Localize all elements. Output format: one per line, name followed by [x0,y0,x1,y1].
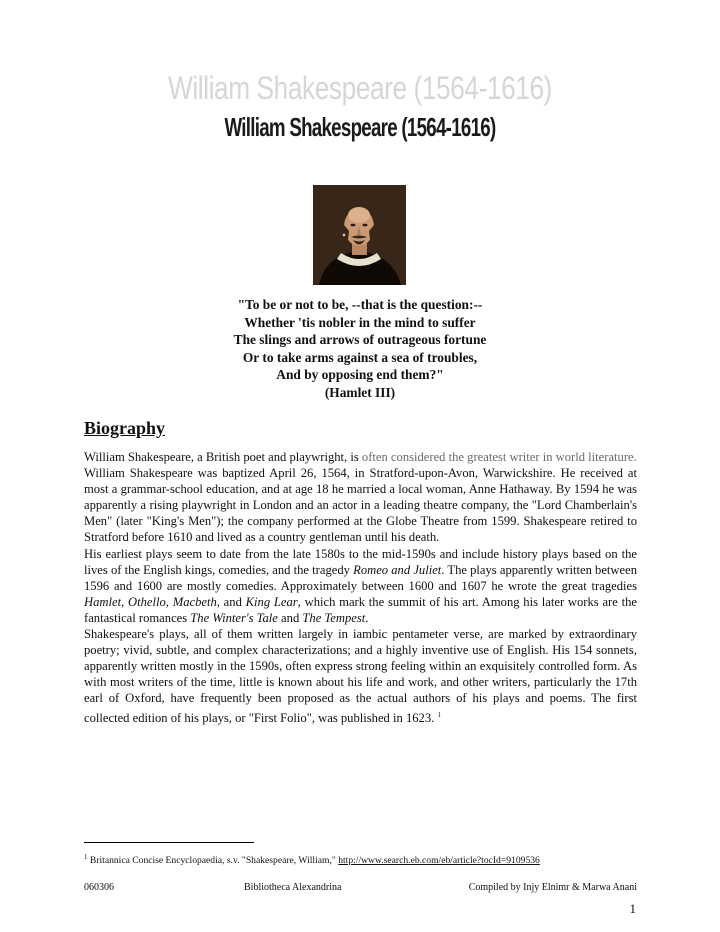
portrait-image [313,185,406,285]
footnote-link[interactable]: http://www.search.eb.com/eb/article?tocId=9109536 [338,855,540,867]
quote-line: Or to take arms against a sea of troubles, [242,349,478,365]
quote-line: And by opposing end them?" [276,367,444,382]
play-title: Othello [128,594,166,609]
quote-line: "To be or not to be, --that is the question:-- [237,297,483,312]
paragraph-text: His earliest plays seem to date from the late 1580s to the mid-1590s and include history plays based on the lives of the English kings, comedies, and the tragedy [84,546,637,577]
footer-institution: Bibliotheca Alexandrina [244,882,342,893]
play-title: Hamlet [84,594,122,609]
paragraph: William Shakespeare was baptized April 26, 1564, in Stratford-upon-Avon, Warwickshire. He received at most a grammar-school education, and at age 18 he married a local woman, Anne Hathaway. By 1594 he was apparently a rising playwright in London and an actor in a leading theatre company, the "Lord Chamberlain's Men" (later "King's Men"); the company performed at the Globe Theatre from 1599. Shakespeare retired to Stratford before 1610 and lived as a country gentleman until his death. [84,466,637,545]
play-title: The Winter's Tale [190,610,278,625]
section-heading: Biography [84,418,166,438]
paragraph-text: and [277,610,303,625]
footnote-divider [84,842,254,843]
paragraph-text: , [165,594,173,609]
footnote-reference[interactable]: 1 [437,710,441,719]
paragraph-text: . The plays apparently written between 1596 and 1600 are mostly comedies. Approximately between 1600 and 1607 he wrote the great tragedies [84,562,637,593]
quote-line: The slings and arrows of outrageous fortune [233,332,487,347]
page-number: 1 [629,901,636,916]
paragraph-text: , which mark the summit of his art. Among his later works are the fantastical romances [84,594,637,625]
footer-date: 060306 [84,882,114,893]
paragraph [84,546,637,626]
biography-text [84,449,637,726]
paragraph-text: . [365,610,369,625]
highlighted-text: often considered the greatest writer in world literature. [361,450,637,464]
paragraph [84,449,637,465]
footnote [84,853,684,866]
title-shadow: William Shakespeare (1564-1616) [167,70,552,106]
paragraph-text: Shakespeare's plays, all of them written largely in iambic pentameter verse, are marked by extraordinary poetry; vivid, subtle, and complex characterizations; and a highly inventive use of English. His 154 sonnets, apparently written mostly in the 1590s, often express strong feeling within an exquisitely controlled form. As with most writers of the time, little is known about his life and work, and other writers, particularly the 17th earl of Oxford, have frequently been proposed as the actual authors of his plays and poems. The first collected edition of his plays, or "First Folio", was published in 1623. [84,627,637,725]
play-title: King Lear [245,594,298,609]
paragraph-text: , and [216,594,246,609]
quote-block [0,296,720,401]
footnote-text: Britannica Concise Encyclopaedia, s.v. "Shakespeare, William," [87,855,339,867]
play-title: The Tempest [302,610,366,625]
paragraph [84,626,637,726]
quote-source: (Hamlet III) [324,384,396,400]
footer-credits: Compiled by Injy Elnimr & Marwa Anani [468,882,637,893]
paragraph-text: , [121,594,128,609]
quote-line: Whether 'tis nobler in the mind to suffer [244,314,476,330]
footnote-marker: 1 [84,853,88,861]
page-title: William Shakespeare (1564-1616) [224,112,496,142]
play-title: Romeo and Juliet [353,562,442,577]
play-title: Macbeth [172,594,217,609]
paragraph-text: William Shakespeare, a British poet and playwright, is [84,450,362,464]
